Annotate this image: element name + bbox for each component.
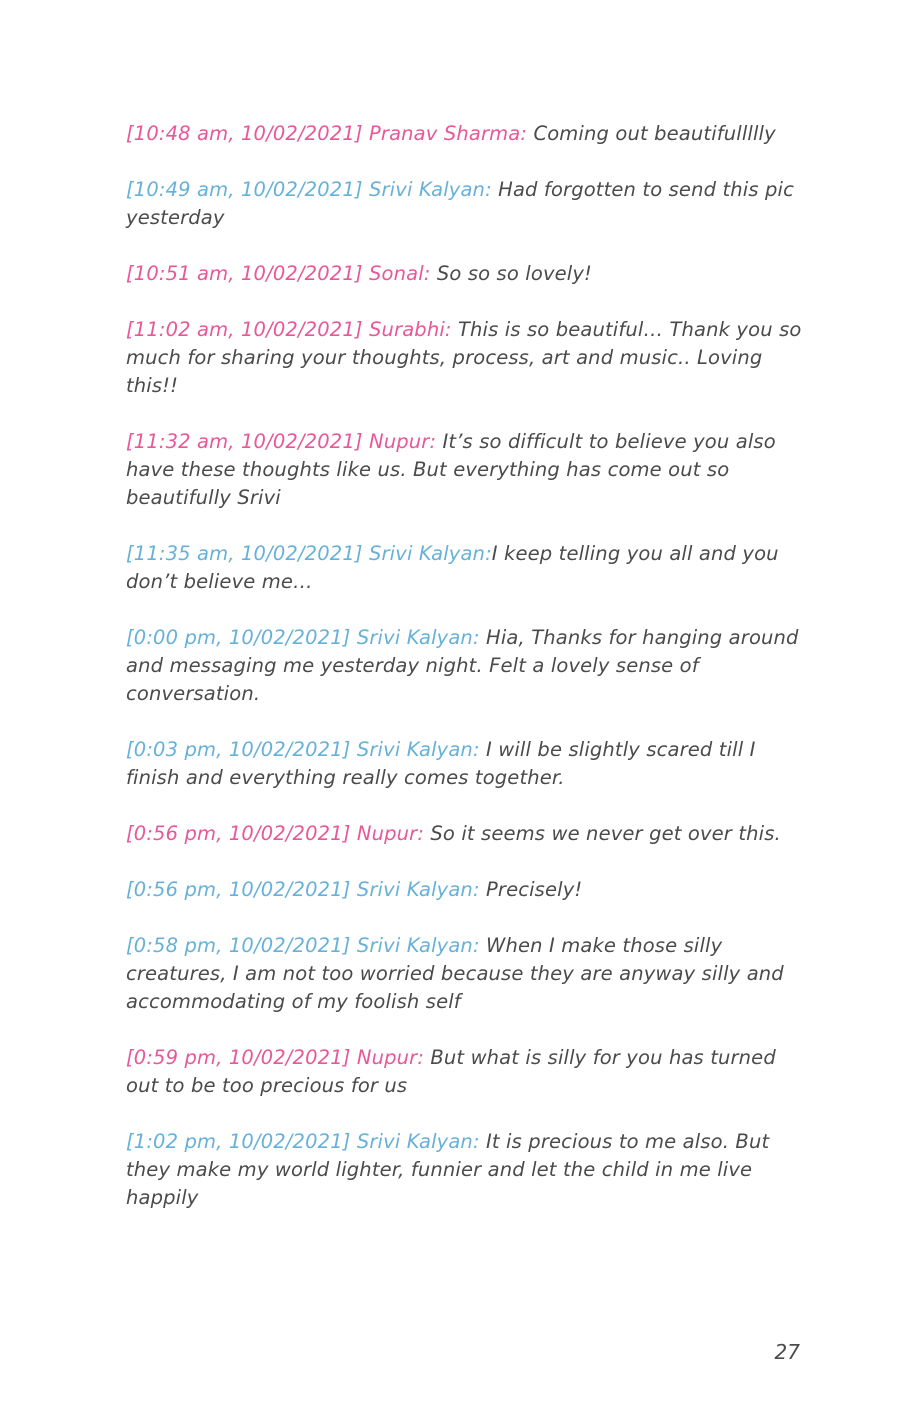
chat-message	[126, 176, 802, 232]
message-text: It is precious to me also. But they make my world lighter, funnier and let the child in me live happily	[126, 1130, 770, 1209]
message-meta: [0:59 pm, 10/02/2021] Nupur:	[126, 1046, 431, 1069]
message-meta: [11:02 am, 10/02/2021] Surabhi:	[126, 318, 458, 341]
message-meta: [0:56 pm, 10/02/2021] Srivi Kalyan:	[126, 878, 487, 901]
chat-message	[126, 428, 802, 512]
chat-message	[126, 1044, 802, 1100]
message-text: This is so beautiful… Thank you so much for sharing your thoughts, process, art and music.. Loving this!!	[126, 318, 802, 397]
message-text: When I make those silly creatures, I am not too worried because they are anyway silly and accommodating of my foolish self	[126, 934, 784, 1013]
message-text: So so so lovely!	[436, 262, 593, 285]
message-text: I will be slightly scared till I finish and everything really comes together.	[126, 738, 756, 789]
message-meta: [0:00 pm, 10/02/2021] Srivi Kalyan:	[126, 626, 487, 649]
chat-message	[126, 932, 802, 1016]
message-meta: [11:32 am, 10/02/2021] Nupur:	[126, 430, 443, 453]
message-text: Hia, Thanks for hanging around and messaging me yesterday night. Felt a lovely sense of conversation.	[126, 626, 799, 705]
chat-message	[126, 540, 802, 596]
message-meta: [1:02 pm, 10/02/2021] Srivi Kalyan:	[126, 1130, 487, 1153]
message-text: Had forgotten to send this pic yesterday	[126, 178, 794, 229]
message-text: I keep telling you all and you don’t believe me…	[126, 542, 779, 593]
chat-message	[126, 260, 802, 288]
chat-message	[126, 316, 802, 400]
chat-message	[126, 1128, 802, 1212]
message-meta: [0:58 pm, 10/02/2021] Srivi Kalyan:	[126, 934, 487, 957]
message-text: But what is silly for you has turned out to be too precious for us	[126, 1046, 776, 1097]
message-text: It’s so difficult to believe you also have these thoughts like us. But everything has come out so beautifully Srivi	[126, 430, 776, 509]
chat-message	[126, 120, 802, 148]
chat-message	[126, 820, 802, 848]
chat-message	[126, 624, 802, 708]
message-meta: [10:49 am, 10/02/2021] Srivi Kalyan:	[126, 178, 499, 201]
message-text: Precisely!	[486, 878, 583, 901]
message-meta: [10:48 am, 10/02/2021] Pranav Sharma:	[126, 122, 534, 145]
chat-message	[126, 736, 802, 792]
chat-message	[126, 876, 802, 904]
message-meta: [0:56 pm, 10/02/2021] Nupur:	[126, 822, 431, 845]
message-meta: [10:51 am, 10/02/2021] Sonal:	[126, 262, 437, 285]
message-text: Coming out beautifullllly	[533, 122, 776, 145]
message-meta: [0:03 pm, 10/02/2021] Srivi Kalyan:	[126, 738, 487, 761]
page-number: 27	[774, 1340, 800, 1364]
message-meta: [11:35 am, 10/02/2021] Srivi Kalyan:	[126, 542, 492, 565]
chat-transcript	[126, 120, 802, 1240]
message-text: So it seems we never get over this.	[430, 822, 781, 845]
